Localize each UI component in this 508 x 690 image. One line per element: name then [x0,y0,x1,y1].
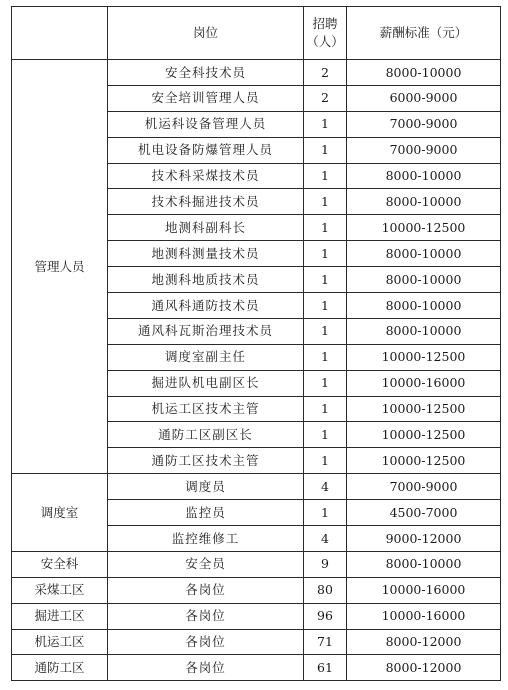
salary-cell: 8000-10000 [347,318,501,344]
salary-cell: 7000-9000 [347,111,501,137]
position-cell: 安全培训管理人员 [108,85,304,111]
count-cell: 96 [304,603,347,629]
salary-cell: 10000-16000 [347,577,501,603]
salary-cell: 10000-16000 [347,370,501,396]
count-cell: 1 [304,318,347,344]
position-cell: 监控维修工 [108,526,304,552]
table-row [12,551,501,577]
salary-cell: 8000-10000 [347,60,501,86]
table-row [12,603,501,629]
position-cell: 各岗位 [108,629,304,655]
position-cell: 地测科地质技术员 [108,267,304,293]
salary-cell: 7000-9000 [347,137,501,163]
table-row [12,629,501,655]
count-cell: 2 [304,60,347,86]
position-cell: 安全科技术员 [108,60,304,86]
salary-cell: 10000-12500 [347,215,501,241]
table-header-row [12,7,501,60]
department-cell: 管理人员 [12,60,108,474]
table-row [12,60,501,86]
salary-cell: 10000-16000 [347,603,501,629]
salary-cell: 8000-10000 [347,293,501,319]
salary-cell: 10000-12500 [347,448,501,474]
count-cell: 1 [304,370,347,396]
position-cell: 调度室副主任 [108,344,304,370]
position-cell: 掘进队机电副区长 [108,370,304,396]
salary-cell: 9000-12000 [347,526,501,552]
position-cell: 各岗位 [108,577,304,603]
count-cell: 1 [304,448,347,474]
count-cell: 71 [304,629,347,655]
count-cell: 1 [304,396,347,422]
header-count-line1: 招聘 [312,16,338,31]
position-cell: 地测科副科长 [108,215,304,241]
table-row [12,474,501,500]
position-cell: 通风科通防技术员 [108,293,304,319]
department-cell: 通防工区 [12,655,108,681]
position-cell: 机运工区技术主管 [108,396,304,422]
position-cell: 通防工区副区长 [108,422,304,448]
count-cell: 1 [304,137,347,163]
salary-cell: 7000-9000 [347,474,501,500]
count-cell: 1 [304,267,347,293]
count-cell: 80 [304,577,347,603]
position-cell: 通防工区技术主管 [108,448,304,474]
count-cell: 1 [304,422,347,448]
header-dept-cell [12,7,108,60]
table-row [12,655,501,681]
count-cell: 4 [304,526,347,552]
salary-cell: 8000-12000 [347,629,501,655]
salary-cell: 10000-12500 [347,396,501,422]
count-cell: 1 [304,241,347,267]
position-cell: 安全员 [108,551,304,577]
salary-cell: 10000-12500 [347,422,501,448]
count-cell: 1 [304,111,347,137]
count-cell: 1 [304,344,347,370]
salary-cell: 10000-12500 [347,344,501,370]
department-cell: 机运工区 [12,629,108,655]
count-cell: 61 [304,655,347,681]
count-cell: 1 [304,500,347,526]
count-cell: 4 [304,474,347,500]
salary-cell: 8000-10000 [347,241,501,267]
count-cell: 1 [304,215,347,241]
table-row [12,577,501,603]
header-salary-cell: 薪酬标准（元） [347,7,501,60]
salary-cell: 8000-10000 [347,267,501,293]
position-cell: 调度员 [108,474,304,500]
position-cell: 技术科掘进技术员 [108,189,304,215]
salary-cell: 6000-9000 [347,85,501,111]
position-cell: 通风科瓦斯治理技术员 [108,318,304,344]
department-cell: 掘进工区 [12,603,108,629]
department-cell: 调度室 [12,474,108,552]
position-cell: 监控员 [108,500,304,526]
salary-cell: 4500-7000 [347,500,501,526]
position-cell: 机电设备防爆管理人员 [108,137,304,163]
count-cell: 1 [304,163,347,189]
position-cell: 地测科测量技术员 [108,241,304,267]
header-position-cell: 岗位 [108,7,304,60]
salary-cell: 8000-10000 [347,551,501,577]
count-cell: 9 [304,551,347,577]
count-cell: 1 [304,293,347,319]
header-count-cell [304,7,347,60]
header-count-line2: （人） [306,34,344,49]
department-cell: 采煤工区 [12,577,108,603]
recruitment-table-container [11,6,501,681]
count-cell: 2 [304,85,347,111]
position-cell: 各岗位 [108,655,304,681]
position-cell: 各岗位 [108,603,304,629]
recruitment-table [11,6,501,681]
salary-cell: 8000-10000 [347,163,501,189]
count-cell: 1 [304,189,347,215]
salary-cell: 8000-12000 [347,655,501,681]
position-cell: 技术科采煤技术员 [108,163,304,189]
department-cell: 安全科 [12,551,108,577]
salary-cell: 8000-10000 [347,189,501,215]
position-cell: 机运科设备管理人员 [108,111,304,137]
